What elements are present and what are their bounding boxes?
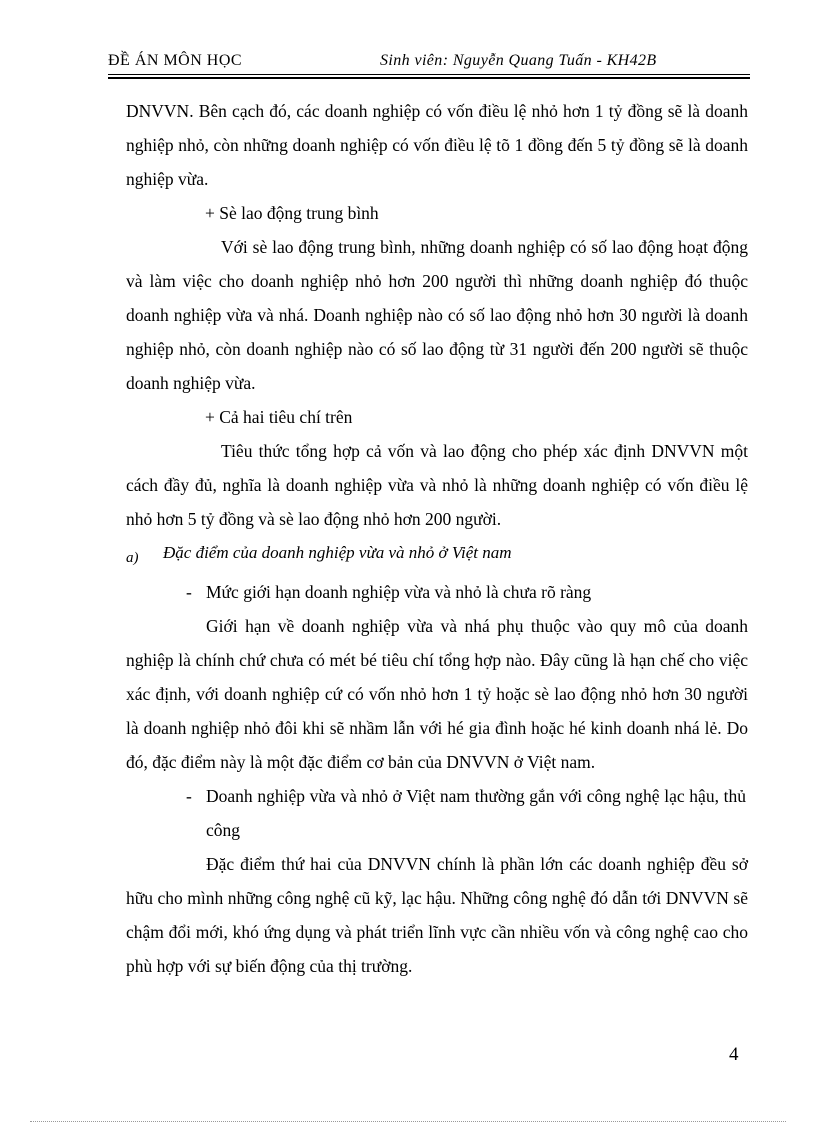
paragraph-both-criteria: Tiêu thức tổng hợp cả vốn và lao động cho phép xác định DNVVN một cách đầy đủ, nghĩa là doanh nghiệp vừa và nhỏ là những doanh nghiệp có vốn điều lệ nhỏ hơn 5 tỷ đồng và sè lao động nhỏ hơn 200 người. — [126, 441, 748, 529]
criterion-labor: + Sè lao động trung bình — [205, 203, 379, 223]
bullet-item-2 — [126, 779, 748, 847]
paragraph-labor-criterion: Với sè lao động trung bình, những doanh nghiệp có số lao động hoạt động và làm việc cho doanh nghiệp nhỏ hơn 200 người thì những doanh nghiệp đó thuộc doanh nghiệp vừa và nhá. Doanh nghiệp nào có số lao động nhỏ hơn 30 người là doanh nghiệp nhỏ, còn doanh nghiệp nào có số lao động từ 31 người đến 200 người sẽ thuộc doanh nghiệp vừa. — [126, 237, 748, 393]
page-body — [126, 94, 748, 983]
bullet-dash: - — [186, 786, 192, 806]
bullet-item-2-text: Doanh nghiệp vừa và nhỏ ở Việt nam thường gắn với công nghệ lạc hậu, thủ công — [206, 786, 746, 840]
page-number: 4 — [729, 1044, 739, 1065]
header-student-name: Sinh viên: Nguyễn Quang Tuấn - KH42B — [380, 52, 657, 69]
section-heading-text: Đặc điểm của doanh nghiệp vừa và nhỏ ở Việt nam — [163, 543, 512, 562]
paragraph-capital-criterion: DNVVN. Bên cạch đó, các doanh nghiệp có vốn điều lệ nhỏ hơn 1 tỷ đồng sẽ là doanh nghiệp nhỏ, còn những doanh nghiệp có vốn điều lệ tõ 1 đồng đến 5 tỷ đồng sẽ là doanh nghiệp vừa. — [126, 101, 748, 189]
section-marker: a) — [126, 550, 139, 566]
paragraph-limit-unclear: Giới hạn về doanh nghiệp vừa và nhá phụ thuộc vào quy mô của doanh nghiệp là chính chứ chưa có mét bé tiêu chí tổng hợp nào. Đây cũng là hạn chế cho việc xác định, với doanh nghiệp cứ có vốn nhỏ hơn 1 tỷ hoặc sè lao động nhỏ hơn 30 người là doanh nghiệp nhỏ đôi khi sẽ nhầm lẫn với hé gia đình hoặc hé kinh doanh nhá lẻ. Do đó, đặc điểm này là một đặc điểm cơ bản của DNVVN ở Việt nam. — [126, 616, 748, 772]
header-rule — [108, 74, 750, 79]
section-heading — [126, 536, 748, 575]
bullet-dash: - — [186, 582, 192, 602]
criterion-both: + Cả hai tiêu chí trên — [205, 407, 353, 427]
header-course-title: ĐỀ ÁN MÔN HỌC — [108, 52, 243, 69]
bullet-item-1-text: Mức giới hạn doanh nghiệp vừa và nhỏ là chưa rõ ràng — [206, 582, 592, 602]
footer-dotted-line — [30, 1121, 786, 1122]
bullet-item-1 — [126, 575, 748, 609]
paragraph-outdated-technology: Đặc điểm thứ hai của DNVVN chính là phần lớn các doanh nghiệp đều sở hữu cho mình những công nghệ cũ kỹ, lạc hậu. Những công nghệ đó dẫn tới DNVVN sẽ chậm đổi mới, khó ứng dụng và phát triển lĩnh vực cần nhiều vốn và công nghệ cao cho phù hợp với sự biến động của thị trường. — [126, 854, 748, 976]
